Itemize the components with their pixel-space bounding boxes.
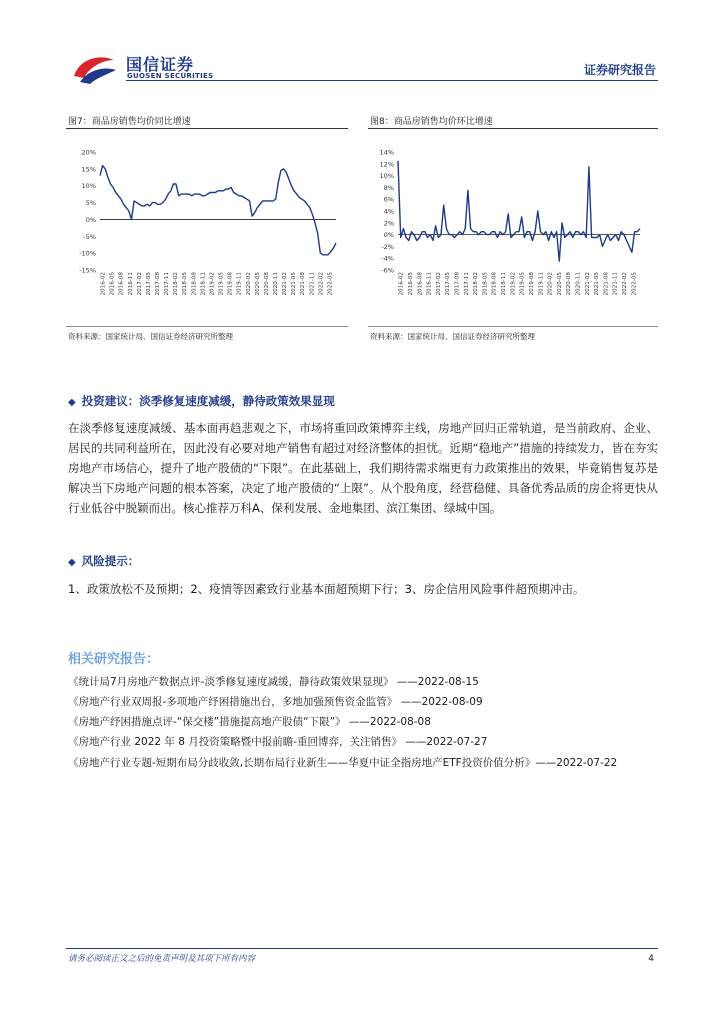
- x-tick-label: 2016-02: [100, 272, 107, 296]
- y-tick-label: 20%: [81, 148, 96, 157]
- investment-heading: [68, 393, 335, 409]
- x-tick-label: 2019-02: [209, 272, 216, 296]
- x-tick-label: 2019-11: [236, 272, 243, 296]
- x-tick-label: 2020-08: [566, 272, 573, 296]
- x-tick-label: 2016-02: [398, 272, 405, 296]
- x-tick-label: 2021-05: [291, 272, 298, 296]
- related-report-item: 《房地产纾困措施点评-“保交楼”措施提高地产股债“下限”》 ——2022-08-08: [68, 716, 431, 728]
- x-tick-label: 2020-05: [556, 272, 563, 296]
- footer-disclaimer: 请务必阅读正文之后的免责声明及其项下所有内容: [68, 954, 256, 964]
- y-tick-label: 4%: [383, 207, 394, 216]
- related-report-item: 《房地产行业 2022 年 8 月投资策略暨中报前瞻-重回博弈，关注销售》 ——2022-07-27: [68, 736, 488, 748]
- x-tick-label: 2022-02: [622, 272, 629, 296]
- y-tick-label: 12%: [379, 160, 394, 169]
- fig8-bottom-rule: [368, 326, 658, 327]
- x-tick-label: 2018-02: [173, 272, 180, 296]
- x-tick-label: 2021-02: [584, 272, 591, 296]
- x-tick-label: 2021-08: [300, 272, 307, 296]
- x-tick-label: 2020-11: [273, 272, 279, 296]
- related-reports-title: 相关研究报告：: [68, 652, 160, 667]
- x-tick-label: 2017-05: [445, 272, 452, 296]
- header-title: 证券研究报告: [583, 63, 656, 77]
- fig7-caption: 图7：商品房销售均价同比增速: [68, 117, 191, 127]
- y-tick-label: 15%: [81, 165, 96, 174]
- x-tick-label: 2018-08: [491, 272, 498, 296]
- x-tick-label: 2017-11: [463, 272, 470, 296]
- related-report-item: 《房地产行业双周报-多项地产纾困措施出台，多地加强预售资金监管》 ——2022-08-09: [68, 696, 483, 708]
- x-tick-label: 2019-11: [538, 272, 545, 296]
- fig7-bottom-rule: [66, 326, 348, 327]
- y-tick-label: 10%: [81, 182, 96, 191]
- guosen-logo-icon: [70, 52, 120, 86]
- logo-english-name: GUOSEN SECURITIES: [127, 72, 214, 80]
- x-tick-label: 2022-05: [631, 272, 638, 296]
- x-tick-label: 2022-02: [318, 272, 325, 296]
- y-tick-label: -2%: [381, 242, 394, 251]
- y-tick-label: 2%: [383, 219, 394, 228]
- x-tick-label: 2022-05: [327, 272, 334, 296]
- x-tick-label: 2018-05: [482, 272, 489, 296]
- x-tick-label: 2016-08: [118, 272, 125, 296]
- fig7-top-rule: [66, 128, 348, 129]
- x-tick-label: 2020-05: [254, 272, 261, 296]
- fig7-source: 资料来源：国家统计局、国信证券经济研究所整理: [68, 332, 233, 341]
- x-tick-label: 2016-11: [426, 272, 433, 296]
- x-tick-label: 2017-11: [164, 272, 171, 296]
- series-line: [398, 161, 640, 261]
- x-tick-label: 2018-11: [200, 272, 207, 296]
- y-tick-label: -15%: [79, 266, 96, 275]
- fig8-chart: [368, 140, 658, 320]
- x-tick-label: 2017-02: [435, 272, 442, 296]
- x-tick-label: 2021-11: [309, 272, 316, 296]
- x-tick-label: 2019-05: [218, 272, 225, 296]
- investment-paragraph: 在淡季修复速度减缓、基本面再趋悲观之下，市场将重回政策博弈主线，房地产回归正常轨道，是当前政府、企业、居民的共同利益所在，因此没有必要对地产销售有超过对经济整体的担忧。近期“稳地产”措施的持续发力，皆在夯实房地产市场信心，提升了地产股债的“下限”。在此基础上，我们期待需求端更有力政策推出的效果，毕竟销售复苏是解决当下房地产问题的根本答案，决定了地产股债的“上限”。从个股角度，经营稳健、具备优秀品质的房企将更快从行业低谷中脱颖而出。核心推荐万科A、保利发展、金地集团、滨江集团、绿城中国。: [68, 421, 658, 515]
- x-tick-label: 2016-05: [407, 272, 414, 296]
- fig7-chart: [66, 140, 348, 320]
- related-report-item: 《统计局7月房地产数据点评-淡季修复速度减缓，静待政策效果显现》 ——2022-08-15: [68, 676, 479, 688]
- x-tick-label: 2017-08: [155, 272, 161, 296]
- x-tick-label: 2021-02: [282, 272, 289, 296]
- risk-heading: [68, 553, 139, 569]
- fig8-top-rule: [368, 128, 658, 129]
- diamond-bullet-icon: ◆: [68, 397, 76, 408]
- x-tick-label: 2016-11: [127, 272, 134, 296]
- x-tick-label: 2020-02: [547, 272, 554, 296]
- x-tick-label: 2020-02: [245, 272, 252, 296]
- x-tick-label: 2020-08: [263, 272, 270, 296]
- y-tick-label: -5%: [83, 232, 96, 241]
- y-tick-label: 6%: [383, 195, 394, 204]
- x-tick-label: 2018-05: [182, 272, 189, 296]
- x-tick-label: 2017-08: [454, 272, 461, 296]
- header-divider: [126, 80, 658, 81]
- x-tick-label: 2018-02: [473, 272, 480, 296]
- page-number: 4: [648, 954, 654, 964]
- diamond-bullet-icon: ◆: [68, 557, 76, 568]
- related-report-item: 《房地产行业专题-短期布局分歧收敛,长期布局行业新生——华夏中证全指房地产ETF投资价值分析》——2022-07-22: [68, 757, 618, 769]
- y-tick-label: 8%: [383, 183, 394, 192]
- y-tick-label: 5%: [85, 199, 96, 208]
- x-tick-label: 2019-08: [227, 272, 234, 296]
- x-tick-label: 2021-08: [603, 272, 610, 296]
- x-tick-label: 2019-02: [510, 272, 517, 296]
- x-tick-label: 2017-05: [145, 272, 152, 296]
- footer-divider: [66, 948, 658, 949]
- y-tick-label: -10%: [79, 249, 96, 258]
- x-tick-label: 2016-05: [109, 272, 116, 296]
- x-tick-label: 2018-11: [501, 272, 508, 296]
- y-tick-label: 14%: [379, 148, 394, 157]
- x-tick-label: 2021-11: [612, 272, 619, 296]
- logo-chinese-name: 国信证券: [126, 55, 195, 74]
- y-tick-label: -4%: [381, 254, 394, 263]
- x-tick-label: 2016-08: [417, 272, 424, 296]
- risk-paragraph: 1、政策放松不及预期；2、疫情等因素致行业基本面超预期下行；3、房企信用风险事件超预期冲击。: [68, 582, 585, 596]
- y-tick-label: 10%: [379, 172, 394, 181]
- fig8-caption: 图8：商品房销售均价环比增速: [370, 117, 493, 127]
- fig8-source: 资料来源：国家统计局、国信证券经济研究所整理: [370, 332, 535, 341]
- x-tick-label: 2020-11: [575, 272, 582, 296]
- investment-heading-text: 投资建议：淡季修复速度减缓，静待政策效果显现: [81, 394, 335, 408]
- x-tick-label: 2019-08: [528, 272, 535, 296]
- x-tick-label: 2019-05: [519, 272, 526, 296]
- series-line: [100, 166, 336, 255]
- x-tick-label: 2021-05: [594, 272, 601, 296]
- y-tick-label: 0%: [85, 215, 96, 224]
- x-tick-label: 2017-02: [136, 272, 143, 296]
- y-tick-label: -6%: [381, 266, 394, 275]
- risk-heading-text: 风险提示：: [81, 554, 140, 568]
- x-tick-label: 2018-08: [191, 272, 198, 296]
- y-tick-label: 0%: [383, 231, 394, 240]
